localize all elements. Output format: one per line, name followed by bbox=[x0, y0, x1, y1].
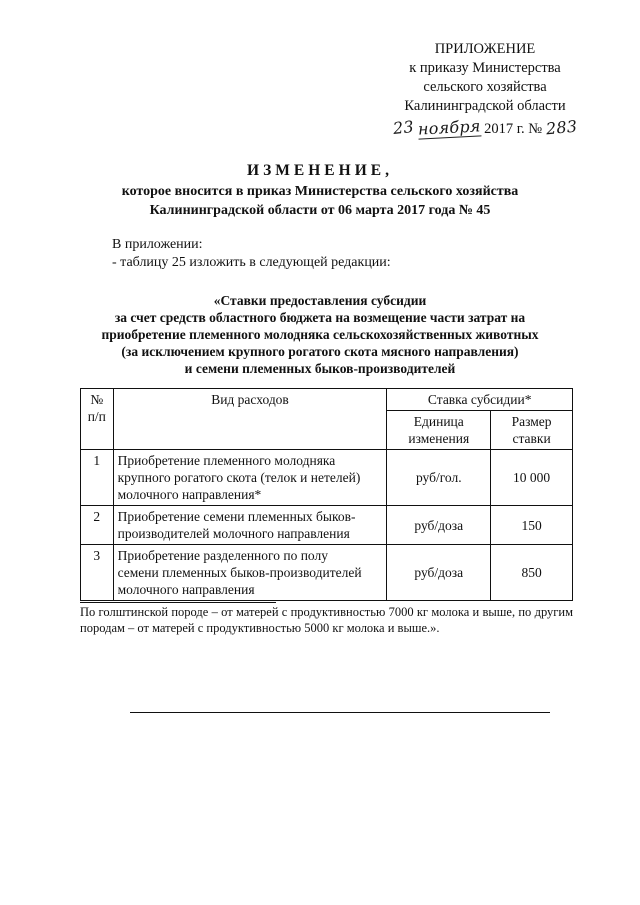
header-unit-line2: изменения bbox=[408, 431, 470, 446]
annex-date-line bbox=[380, 118, 590, 139]
table-title-line: и семени племенных быков-производителей bbox=[184, 361, 456, 376]
footnote: По голштинской породе – от матерей с продуктивностью 7000 кг молока и выше, по другим породам – от матерей с продуктивностью 5000 кг молока и выше.». bbox=[80, 605, 573, 635]
header-rate-group: Ставка субсидии* bbox=[387, 389, 573, 411]
annex-block bbox=[380, 40, 590, 139]
handwritten-order-number: 283 bbox=[545, 116, 579, 139]
intro-text bbox=[112, 236, 562, 272]
annex-year: 2017 г. № bbox=[484, 121, 543, 137]
annex-title: ПРИЛОЖЕНИЕ bbox=[434, 41, 536, 57]
row-unit: руб/гол. bbox=[387, 450, 491, 506]
row-name-line: семени племенных быков-производителей bbox=[117, 565, 362, 580]
row-name-line: крупного рогатого скота (телок и нетелей) bbox=[117, 470, 361, 485]
header-size-line2: ставки bbox=[512, 431, 551, 446]
table-title-line: (за исключением крупного рогатого скота мясного направления) bbox=[121, 344, 519, 359]
row-name-line: производителей молочного направления bbox=[117, 526, 350, 541]
header-num bbox=[81, 389, 114, 450]
footnote-separator bbox=[80, 602, 276, 603]
header-size-line1: Размер bbox=[511, 414, 552, 429]
subtitle-line: Калининградской области от 06 марта 2017 года № 45 bbox=[149, 203, 491, 218]
intro-line: - таблицу 25 изложить в следующей редакции: bbox=[112, 255, 391, 270]
header-num-line2: п/п bbox=[87, 409, 106, 424]
annex-line: Калининградской области bbox=[404, 98, 566, 114]
table-title-line: приобретение племенного молодняка сельскохозяйственных животных bbox=[101, 327, 539, 342]
row-num: 2 bbox=[81, 506, 114, 545]
row-unit: руб/доза bbox=[387, 545, 491, 601]
bottom-divider bbox=[130, 712, 550, 713]
header-name: Вид расходов bbox=[113, 389, 387, 450]
row-unit: руб/доза bbox=[387, 506, 491, 545]
row-name-line: Приобретение семени племенных быков- bbox=[117, 509, 356, 524]
subtitle-line: которое вносится в приказ Министерства сельского хозяйства bbox=[121, 184, 519, 199]
annex-line: к приказу Министерства bbox=[409, 60, 561, 76]
table-header-row bbox=[81, 389, 573, 411]
annex-line: сельского хозяйства bbox=[423, 79, 547, 95]
table-title-line: за счет средств областного бюджета на возмещение части затрат на bbox=[114, 310, 526, 325]
row-name-line: молочного направления* bbox=[117, 487, 262, 502]
handwritten-day: 23 bbox=[391, 116, 415, 139]
row-num: 3 bbox=[81, 545, 114, 601]
document-subtitle bbox=[80, 182, 560, 220]
row-name-line: молочного направления bbox=[117, 582, 255, 597]
table-title bbox=[80, 292, 560, 377]
intro-line: В приложении: bbox=[112, 237, 203, 252]
header-unit-line1: Единица bbox=[413, 414, 464, 429]
table-row bbox=[81, 450, 573, 506]
table-title-line: «Ставки предоставления субсидии bbox=[213, 293, 427, 308]
row-name bbox=[113, 450, 387, 506]
document-title: ИЗМЕНЕНИЕ, bbox=[247, 162, 393, 179]
header-num-line1: № bbox=[90, 392, 104, 407]
table-row bbox=[81, 506, 573, 545]
row-size: 850 bbox=[491, 545, 573, 601]
row-name bbox=[113, 545, 387, 601]
header-unit bbox=[387, 411, 491, 450]
table-row bbox=[81, 545, 573, 601]
row-name bbox=[113, 506, 387, 545]
row-size: 150 bbox=[491, 506, 573, 545]
row-num: 1 bbox=[81, 450, 114, 506]
rates-table bbox=[80, 388, 573, 601]
header-size bbox=[491, 411, 573, 450]
row-name-line: Приобретение племенного молодняка bbox=[117, 453, 336, 468]
row-name-line: Приобретение разделенного по полу bbox=[117, 548, 328, 563]
handwritten-month: ноября bbox=[417, 116, 481, 139]
row-size: 10 000 bbox=[491, 450, 573, 506]
